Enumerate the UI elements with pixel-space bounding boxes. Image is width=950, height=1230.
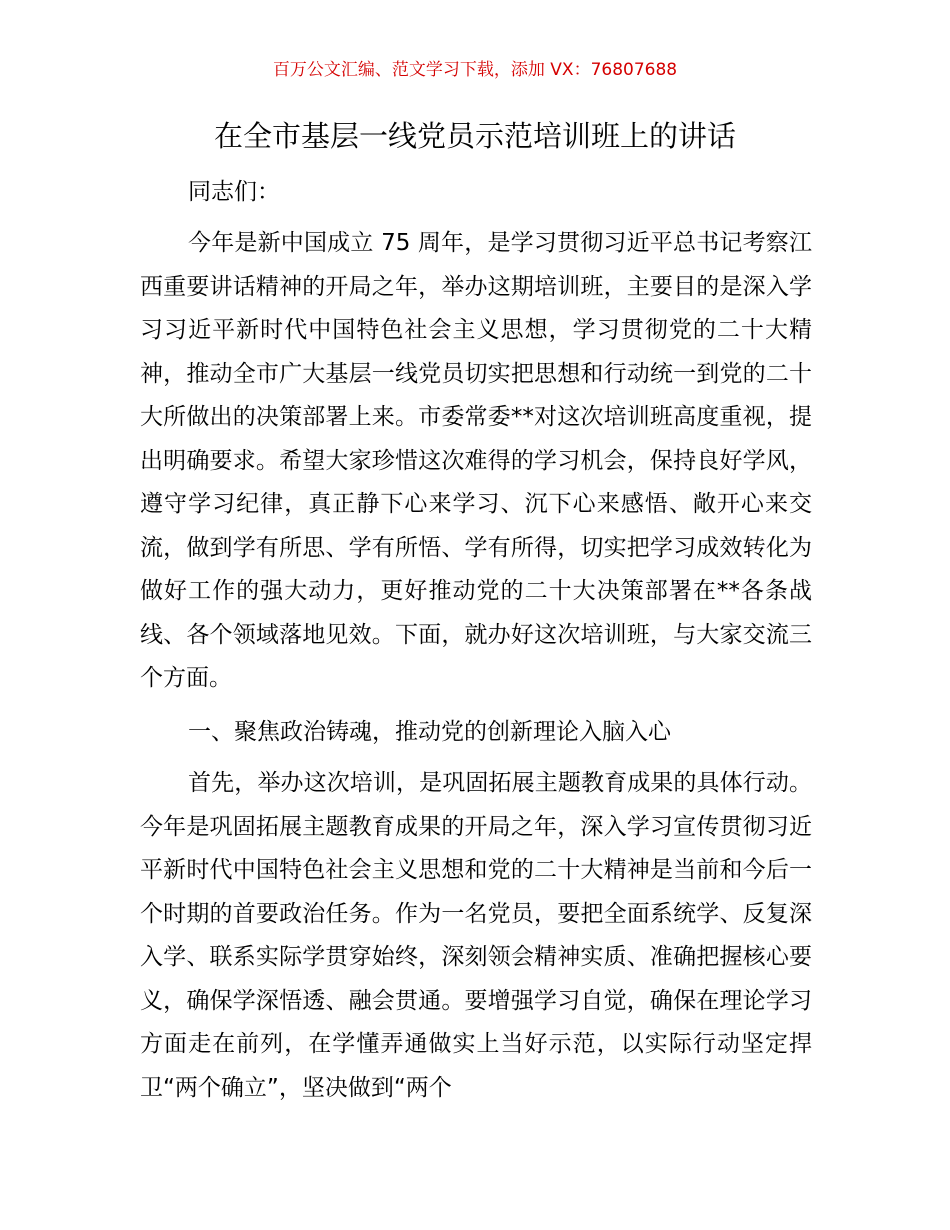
header-watermark-note: 百万公文汇编、范文学习下载，添加 VX：76807688 [272, 60, 678, 80]
salutation: 同志们： [188, 179, 280, 205]
paragraph-intro [140, 222, 812, 701]
section-heading: 一、聚焦政治铸魂，推动党的创新理论入脑入心 [188, 719, 671, 745]
paragraph-section-one [140, 762, 812, 1110]
paragraph-text: 首先，举办这次培训，是巩固拓展主题教育成果的具体行动。今年是巩固拓展主题教育成果的开局之年，深入学习宣传贯彻习近平新时代中国特色社会主义思想和党的二十大精神是当前和今后一个时期的首要政治任务。作为一名党员，要把全面系统学、反复深入学、联系实际学贯穿始终，深刻领会精神实质、准确把握核心要义，确保学深悟透、融会贯通。要增强学习自觉，确保在理论学习方面走在前列，在学懂弄通做实上当好示范，以实际行动坚定捍卫“两个确立”，坚决做到“两个 [140, 770, 812, 1101]
paragraph-text: 今年是新中国成立 75 周年，是学习贯彻习近平总书记考察江西重要讲话精神的开局之年，举办这期培训班，主要目的是深入学习习近平新时代中国特色社会主义思想，学习贯彻党的二十大精神，推动全市广大基层一线党员切实把思想和行动统一到党的二十大所做出的决策部署上来。市委常委**对这次培训班高度重视，提出明确要求。希望大家珍惜这次难得的学习机会，保持良好学风，遵守学习纪律，真正静下心来学习、沉下心来感悟、敞开心来交流，做到学有所思、学有所悟、学有所得，切实把学习成效转化为做好工作的强大动力，更好推动党的二十大决策部署在**各条战线、各个领域落地见效。下面，就办好这次培训班，与大家交流三个方面。 [140, 230, 812, 691]
page-title: 在全市基层一线党员示范培训班上的讲话 [213, 119, 736, 153]
